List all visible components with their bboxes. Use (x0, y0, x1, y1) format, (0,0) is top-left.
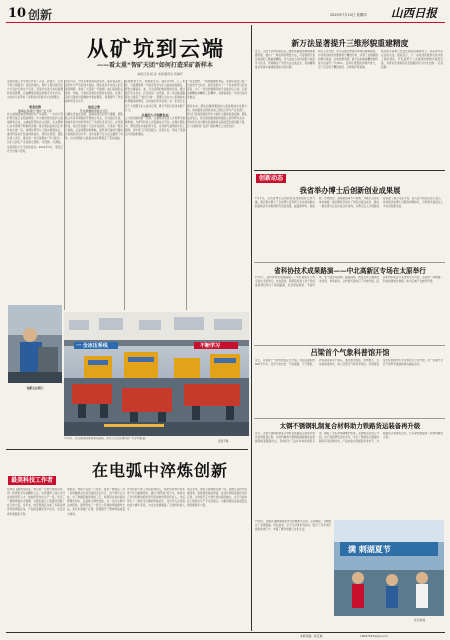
second-column-2: 他常说，焊接不仅是一门技术，更是一种责任。每一条焊缝都关系到设备的安全运行，容不得半点马虎。为了掌握高难度焊接工艺，他利用业余时间钻研理论知识，反复练习操作技能，在一次次失败中总结经验，最终形成了一套行之有效的焊接操作方法，并在车间推广应用，显著提升了整体焊接质量与效率。 (67, 488, 125, 516)
page-number: 10 (8, 6, 27, 21)
lead-byline: 本报记者 段 佳 本报通讯员 武琳平 (137, 72, 183, 76)
right-photo (334, 520, 444, 616)
caption-2-text: 开水源兼新的组合式定 (80, 108, 108, 113)
photo-banner-right: 不断学习 (200, 343, 221, 349)
news-item-2-title: 省科协技术成果路演——中北高新区专场在太原举行 (274, 267, 426, 275)
news-item-3-body: 近日，吕梁首个气象科普馆正式开馆。该馆总面积约600平方米，设有气象历史、气象观测、天气预报、防灾减灾等多个展区，通过图文展板、实物展示、互动体验等形式，向公众普及气象科学知识。科普馆将常态化面向中小学生和社会公众开放，进一步提升全民气象科学素质和防灾减灾意识。 (255, 359, 443, 367)
footer-contact: 19087545@qq.com (360, 634, 388, 638)
factory-scene-image (64, 312, 249, 436)
footer-editor: 本版责编：杨宝瑜 (300, 634, 323, 638)
issue-date: 2025年7月10日 星期四 (330, 13, 367, 17)
caption-1-title: 勇者先锋 (28, 104, 41, 109)
worker-image (8, 305, 62, 383)
news-item-1-title: 我省举办博士后创新创业成果展 (299, 186, 401, 195)
lead-column-4: 一张张图纸、一组组数据的背后，是团队成员日复一日的坚守与付出。他们常常为了一个技术细节讨论到深夜，为了一次试验数据奔波于各地矿区之间。正是这种精益求精的工匠精神，支撑着团队一次次攻克技术难关。 面向未来，团队将继续聚焦矿山装备智能化发展方向，加快推进关键技术的工程化应用与产业化推广，努力打造具有国际竞争力的矿山智能装备品牌。团队成员表示，将以更加饱满的热情投入到科研攻关中，用实际行动为推动装备制造业高质量发展贡献力量，让“太重智造”在更广阔的舞台上绽放光彩。 (187, 80, 247, 129)
news-item-2-body: 7月5日，省科协技术成果路演——中北高新区专场活动在太原举行。来自高校、科研院所的十余个科技成果项目进行了现场路演，涉及智能制造、节能环保、电子信息等领域。路演现场，项目负责人围绕技术优势、市场前景、合作模式等进行了详细介绍，投资机构和企业代表现场点评交流。活动进一步畅通了科技成果转化渠道，助力区域产业转型升级。 (255, 276, 443, 288)
news-item-1-body: 7月4日，山西省博士后创新创业成果展在太原开幕。展会集中展示了全省博士后科研工作站和创新实践基地近年来取得的代表性成果，涵盖新材料、新能源、生物医药、高端装备等多个领域，共吸引百余家单位参展。展会期间还举办了项目对接洽谈会，推动一批成果与企业达成合作意向，为博士后人才创新创业搭建了展示交流平台。省人社厅相关负责人表示，将持续优化博士后服务保障体系，引导更多高层次人才来晋创新创业。 (255, 197, 443, 209)
news-item-4-body: 近日，太钢不锈钢轧制复合材料在铁路货运装备中成功实现批量应用。该材料兼具不锈钢的耐腐蚀性能和碳钢的高强度特点，有效延长了货车车体的使用寿命，降低了全生命周期维护成本。太钢相关负责人介绍，该产品的研发历时多年，攻克了界面结合强度控制等多项关键技术，产品性能达到国际先进水平，为铁路货运装备轻量化、长寿命发展提供了新材料解决方案。 (255, 432, 443, 444)
factory-photo (64, 312, 249, 436)
news-section-tag: 创新动态 (256, 174, 286, 183)
lead-headline: 从矿坑到云端 (87, 36, 225, 61)
masthead (6, 5, 446, 21)
right-top-column-1: 近日，山西大学研究团队在三维形貌重建领域取得重要进展，提出了一种全新的测量方法，可显著提升复杂表面的三维重建精度。该方法结合条纹投影与深度学习技术，有效解决了传统方法在高反光、深沟槽等复杂场景中重建误差较大的问题。 (255, 50, 315, 70)
right-photo-caption: 原文新编 (414, 618, 426, 622)
lead-subhead: ——看太重“智矿天团”如何打造采矿新样本 (97, 62, 213, 69)
second-column-4: 谈及未来，他表示将继续扎根一线，紧跟行业技术发展趋势，积极探索智能焊接、自动化焊接等新技术的应用，让传统手艺与现代科技深度融合，在平凡的岗位上继续书写不平凡的篇章，为推动制造业高质量发展贡献更多力量。 (187, 488, 247, 508)
photo-caption-text: 7月3日，在太重集团智能制造基地，技术人员正在调试新一代矿用装备。 (64, 437, 148, 440)
caption-3-title: 太重的人才创新生态 (141, 112, 169, 117)
second-column-1: 在焊花飞溅的车间里，他日复一日地与电弧为伴，用一把焊枪书写着精彩人生。从普通焊工成长为行业技能领军人才，他始终坚守在生产一线，攻克了一道道焊接技术难题，为国家重大工程建设贡献了自己的力量。多年来，他带领团队完成了多项关键部件的焊接任务，产品质量屡获用户好评，先后获得多项国家专利。 (7, 488, 65, 516)
photo-banner-left: 一 全冰压系线 (76, 343, 108, 349)
right-top-column-3: 相关研究成果已发表在国际权威期刊上，并获得多家企业的关注。团队表示，下一步将加快推进该技术的工程化转化，开发适用于工业现场的便携式测量设备，为我省先进制造业发展提供有力技术支撑。（记者 张敏） (381, 50, 443, 70)
caption-1-text: 遇事在各项目“智矿”生力军 (18, 108, 52, 113)
section-title: 创新 (28, 8, 53, 22)
photo-banner-text: 满 刺湖夏节 (348, 545, 391, 554)
lead-column-3: 搭建数智平台，构建新生态。团队将5G、人工智能、大数据等新一代信息技术与矿山装备深度融合，研发出覆盖采、装、运全流程的智能管控系统。通过数字孪生技术，矿区的每一台设备、每一条运输线路都在云端有了“数字分身”，管理人员在办公室就能实时掌握现场情况，及时做出科学决策。这一系统已在多个大型露天矿山成功应用，累计节约运营成本数千万元。 太重的人才创新生态 人才是创新的第一资源。太重持续完善人才培养与激励机制，为青年科技人员搭建成长平台。在智矿团队中，既有经验丰富的老专家，也有朝气蓬勃的年轻工程师，老中青三代相互配合、优势互补，形成了充满活力的创新梯队。 (125, 80, 185, 137)
caption-2-title: 双定立势 (87, 104, 100, 109)
photo-credit: 张国平摄 (218, 440, 229, 443)
second-column-3: 作为技能大师工作室的领衔人，他把培养青年技术骨干作为重要使命。通过“师带徒”的方式，他将自己多年积累的经验毫无保留地传授给年轻人，先后带出了一批技术过硬的焊接能手，其中多人在各级技能大赛中获奖，为企业发展储备了宝贵的技能人才。 (127, 488, 185, 512)
right-top-column-2: 研究人员介绍，该方法通过构建多频相位解算模型，对采集到的条纹图像进行精准分析，实现了亚像素级的相位恢复。实验结果表明，新方法的重建精度较传统方法提升了约30%，且具有更强的抗噪声能力，可广泛应用于精密制造、文物保护等领域。 (318, 50, 378, 70)
right-top-headline: 新万法显著提升三维形貌重建精度 (291, 39, 409, 48)
news-item-3-title: 吕梁首个气象科普馆开馆 (310, 348, 390, 357)
lead-column-1: 从国机重工先导项目先到了企业，新建立、运营不再只局限在厂房的外墙内，智矿天团以数字化方式对矿区的生产运营、设备状态进行实时监测和远程管理，以高精度的算法和数字孪生技术，为采矿行业带来了全新的运营模式与发展理念。 勇者先锋 遇事在各项目“智矿”生力军 在太重集团重型机械的生产车间里，一台台大型矿用设备正在组装调试。作为国内领先的矿山装备制造企业，太重始终坚持自主创新，在关键核心技术领域不断取得突破。智矿团队的成员们多年来扎根一线，将理论研究与工程实践相结合，推动传统采矿装备向智能化、绿色化转型。团队负责人表示，要让每一台设备都能“开口说话”，让矿山的生产全流程可感知、可预测、可调控，这是团队矢志不渝的目标。2024年5月，项目正式交付用户使用。 (7, 80, 63, 153)
worker-photo-caption: 创新走在制门 (26, 386, 44, 390)
worker-photo (8, 305, 62, 383)
second-section-tag: 最美科技工作者 (8, 476, 56, 485)
festival-image (334, 520, 444, 616)
brand-logo: 山西日报 (391, 6, 437, 20)
second-headline: 在电弧中淬炼创新 (91, 461, 228, 480)
news-item-4-title: 太钢不锈钢轧制复合材料助力铁路货运装备再升级 (279, 422, 421, 430)
right-photo-side-text: 7月6日，游客在湖畔参加夏季文化旅游节活动。活动期间，当地推出了非遗展演、特色美食、亲子互动等系列活动，吸引了众多市民游客前来打卡，丰富了群众的夏日文化生活。 (255, 520, 331, 532)
lead-column-2: 刻苦攻关、攻坚克难是团队的底色。面对复杂的工况条件与严苛的技术指标，团队成员多次深入矿区现场调研，收集了大量第一手数据。他们搭建起从感知、传输、分析到决策的完整技术链条，实现了采矿设备的远程操控与智能调度，显著提升了作业效率和安全水平。 双定立势 开水源兼新的组合式定 为解决设备在高寒、高海拔地区的运行难题，团队联合多家科研院所开展联合攻关，针对液压系统、电控系统与结构件进行了系统性优化设计。在试验阶段，他们连续数十天驻守在现场，记录每一组运行参数，反复调整控制策略，最终使设备的可靠性达到国际先进水平。这些成果不仅为企业赢得了市场，也为我国矿山装备走向世界奠定了坚实基础。 (65, 80, 123, 141)
